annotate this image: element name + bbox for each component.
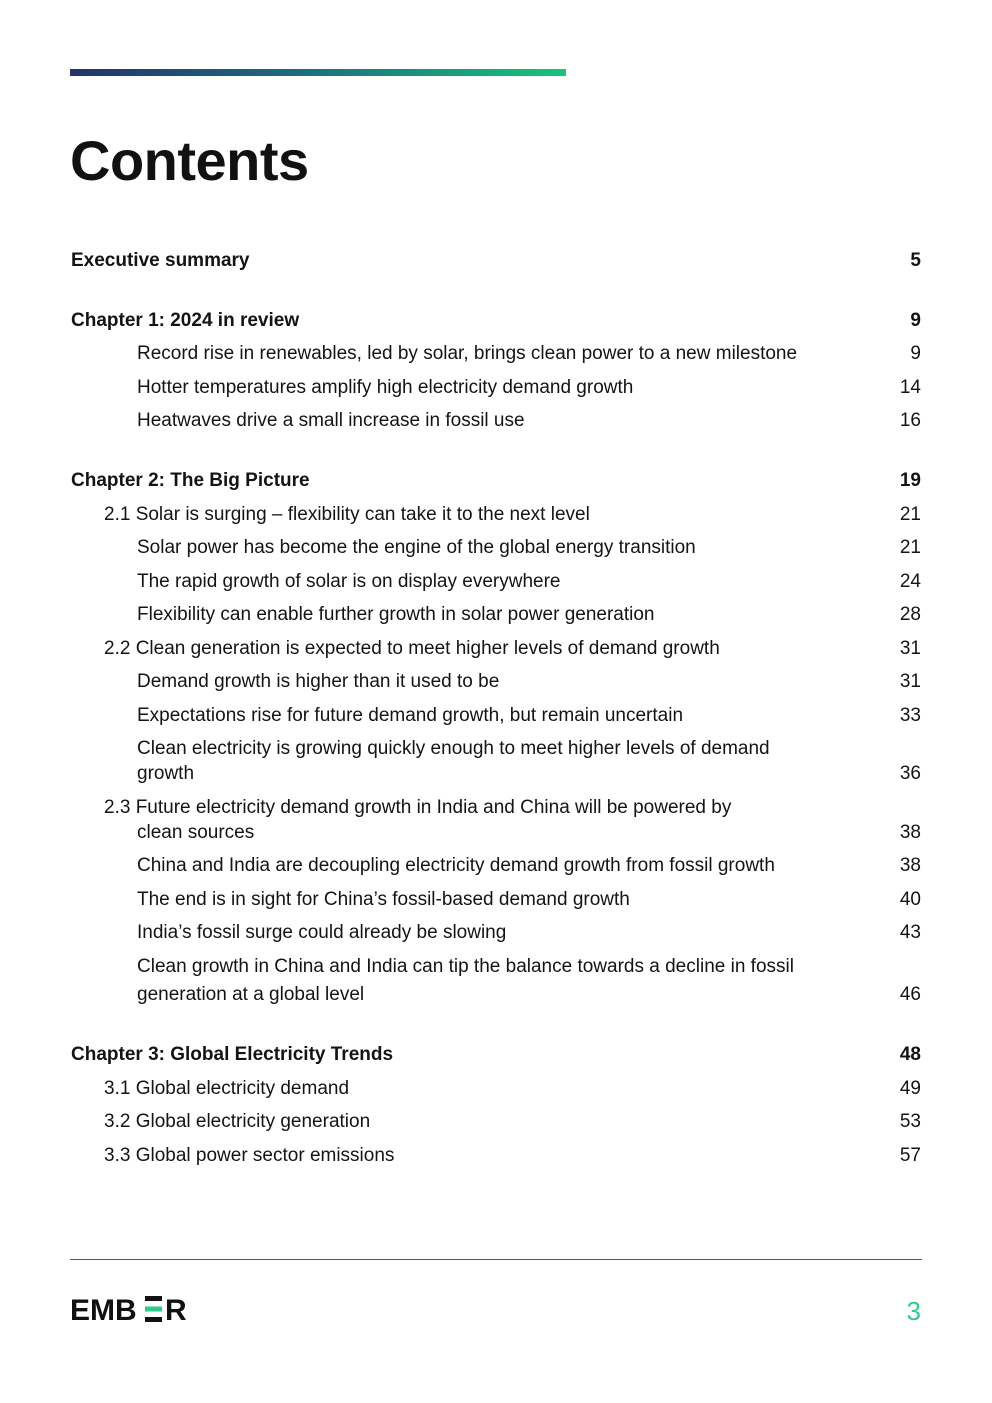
toc-entry-page: 53 — [899, 1111, 921, 1132]
toc-entry-label: 3.2 Global electricity generation — [104, 1111, 371, 1132]
toc-entry[interactable] — [0, 795, 992, 845]
toc-entry-label: India’s fossil surge could already be slowing — [137, 922, 507, 943]
toc-entry-page: 48 — [899, 1044, 921, 1065]
toc-entry-label: The end is in sight for China’s fossil-based demand growth — [137, 889, 630, 910]
toc-entry-page: 16 — [899, 410, 921, 431]
toc-entry-label-line-2: growth — [137, 763, 195, 784]
toc-entry-page: 49 — [899, 1078, 921, 1099]
toc-entry-page: 24 — [899, 571, 921, 592]
toc-entry-label: 3.3 Global power sector emissions — [104, 1145, 395, 1166]
toc-entry-page: 5 — [910, 250, 921, 271]
toc-entry-page: 31 — [899, 671, 921, 692]
toc-entry-label: Heatwaves drive a small increase in fossil use — [137, 410, 525, 431]
toc-entry-page: 14 — [899, 377, 921, 398]
toc-entry-page: 43 — [899, 922, 921, 943]
toc-entry-page: 36 — [899, 763, 921, 784]
toc-entry-label-line-1: Clean growth in China and India can tip the balance towards a decline in fossil — [137, 956, 794, 977]
toc-entry-page: 46 — [899, 984, 921, 1005]
toc-entry-label-line-2: clean sources — [137, 822, 255, 843]
toc-entry-page: 38 — [899, 822, 921, 843]
toc-entry-label: Expectations rise for future demand growth, but remain uncertain — [137, 705, 684, 726]
toc-entry[interactable] — [0, 954, 992, 1010]
toc-entry-page: 31 — [899, 638, 921, 659]
toc-entry-page: 19 — [899, 470, 921, 491]
toc-entry-page: 21 — [899, 504, 921, 525]
svg-text:EMB: EMB — [70, 1294, 137, 1323]
toc-entry-page: 57 — [899, 1145, 921, 1166]
toc-entry-page: 28 — [899, 604, 921, 625]
toc-entry[interactable] — [0, 736, 992, 786]
toc-entry-label: Chapter 2: The Big Picture — [71, 470, 310, 491]
toc-entry-page: 21 — [899, 537, 921, 558]
toc-entry-label: Solar power has become the engine of the global energy transition — [137, 537, 696, 558]
toc-entry-label: 3.1 Global electricity demand — [104, 1078, 350, 1099]
toc-entry-label-line-2: generation at a global level — [137, 984, 365, 1005]
toc-entry-page: 40 — [899, 889, 921, 910]
toc-entry-label-line-1: Clean electricity is growing quickly enough to meet higher levels of demand — [137, 738, 770, 759]
toc-entry-page: 33 — [899, 705, 921, 726]
toc-entry-label: Executive summary — [71, 250, 250, 271]
toc-entry-label-line-1: 2.3 Future electricity demand growth in India and China will be powered by — [104, 797, 732, 818]
toc-entry-label: Hotter temperatures amplify high electricity demand growth — [137, 377, 634, 398]
toc-entry-label: Flexibility can enable further growth in solar power generation — [137, 604, 655, 625]
top-gradient-bar — [70, 69, 566, 76]
toc-entry-label: 2.2 Clean generation is expected to meet higher levels of demand growth — [104, 638, 720, 659]
toc-entry-label: The rapid growth of solar is on display everywhere — [137, 571, 561, 592]
toc-entry-label: Chapter 3: Global Electricity Trends — [71, 1044, 394, 1065]
toc-entry-label: Record rise in renewables, led by solar, brings clean power to a new milestone — [137, 343, 798, 364]
svg-text:R: R — [165, 1294, 187, 1323]
page-title: Contents — [70, 129, 309, 192]
toc-entry-label: 2.1 Solar is surging – flexibility can take it to the next level — [104, 504, 590, 525]
toc-entry-label: Demand growth is higher than it used to be — [137, 671, 500, 692]
page-number: 3 — [906, 1296, 921, 1326]
footer-divider — [70, 1259, 922, 1260]
toc-entry-page: 9 — [910, 343, 921, 364]
toc-entry-label: China and India are decoupling electricity demand growth from fossil growth — [137, 855, 775, 876]
toc-entry-page: 38 — [899, 855, 921, 876]
ember-logo — [70, 1293, 188, 1323]
toc-entry-page: 9 — [910, 310, 921, 331]
toc-entry-label: Chapter 1: 2024 in review — [71, 310, 300, 331]
